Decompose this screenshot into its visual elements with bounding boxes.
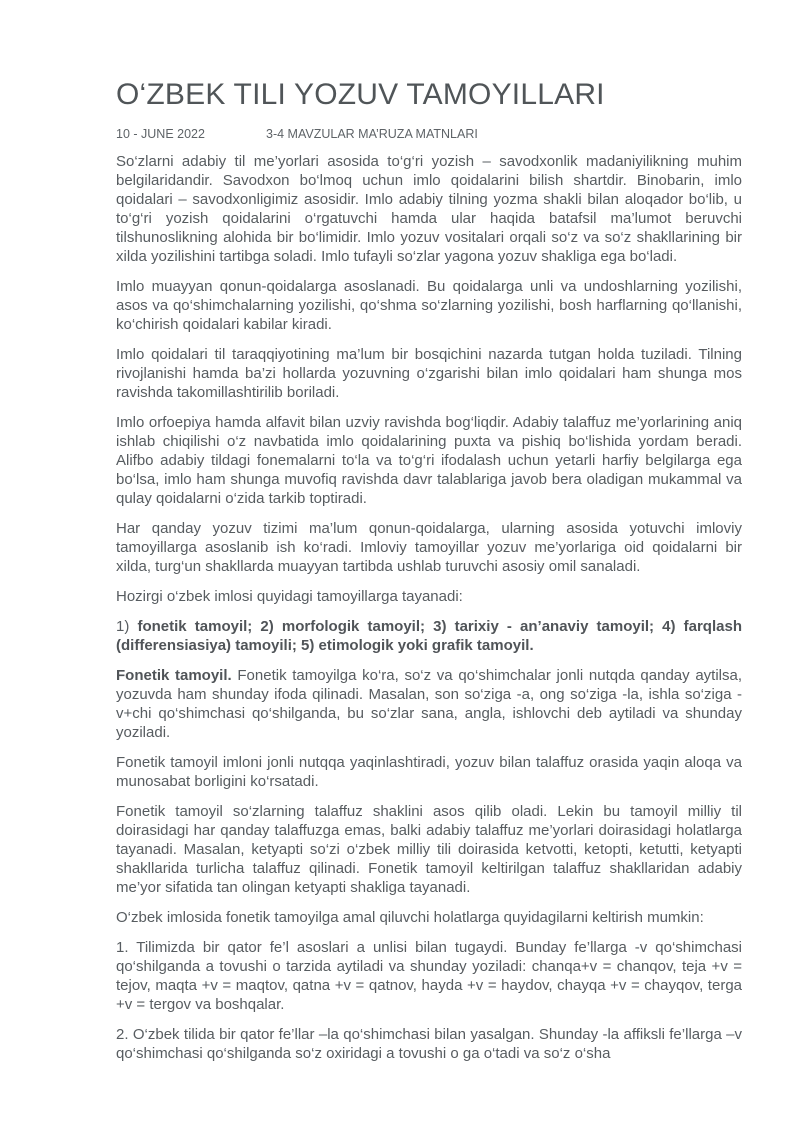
principles-list bbox=[116, 617, 742, 655]
principles-prefix: 1) bbox=[116, 618, 138, 635]
paragraph-2: Imlo muayyan qonun-qoidalarga asoslanadi. Bu qoidalarga unli va undoshlarning yozilishi, asos va qo‘shimchalarning yozilishi, qo‘shma so‘zlarning yozilishi, bosh harflarning qo‘llanishi, ko‘chirish qoidalari kabilar kiradi. bbox=[116, 278, 742, 333]
paragraph-13: 2. O‘zbek tilida bir qator fe’llar –la qo‘shimchasi bilan yasalgan. Shunday -la affiksli fe’llarga –v qo‘shimchasi qo‘shilganda so‘z oxiridagi a tovushi o ga o‘tadi va so‘z o‘sha bbox=[116, 1026, 742, 1062]
phonetic-text: Fonetik tamoyilga ko‘ra, so‘z va qo‘shimchalar jonli nutqda qanday aytilsa, yozuvda ham shunday ifoda qilinadi. Masalan, son so‘ziga -a, ong so‘ziga -la, ishla so‘ziga -v+chi qo‘shimchasi qo‘shilganda, bu so‘zlar sana, angla, ishlovchi deb aytiladi va shunday yoziladi. bbox=[116, 667, 743, 741]
document-meta bbox=[116, 126, 742, 142]
paragraph-1: So‘zlarni adabiy til me’yorlari asosida to‘g‘ri yozish – savodxonlik madaniyilikning muhim belgilaridandir. Savodxon bo‘lmoq uchun imlo qoidalarini bilish shartdir. Binobarin, imlo qoidalari – savodxonligimiz asosidir. Imlo adabiy tilning yozma shakli bilan aloqador bo‘lib, u to‘g‘ri yozish qoidalarini o‘rgatuvchi hamda ular haqida batafsil ma’lumot beruvchi tilshunoslikning alohida bir bo‘limidir. Imlo yozuv vositalari orqali so‘z va so‘z shakllarining bir xilda yozilishini tartibga soladi. Imlo tufayli so‘zlar yagona yozuv shakliga ega bo‘ladi. bbox=[116, 153, 742, 265]
document-title: O‘ZBEK TILI YOZUV TAMOYILLARI bbox=[116, 78, 605, 111]
paragraph-9: Fonetik tamoyil imloni jonli nutqqa yaqinlashtiradi, yozuv bilan talaffuz orasida yaqin aloqa va munosabat borligini ko‘rsatadi. bbox=[116, 754, 742, 790]
paragraph-3: Imlo qoidalari til taraqqiyotining ma’lum bir bosqichini nazarda tutgan holda tuziladi. Tilning rivojlanishi hamda ba’zi hollarda yozuvning o‘zgarishi bilan imlo qoidalari ham shunga mos ravishda takomillashtirilib boriladi. bbox=[116, 346, 742, 401]
paragraph-5: Har qanday yozuv tizimi ma’lum qonun-qoidalarga, ularning asosida yotuvchi imloviy tamoyillarga asoslanib ish ko‘radi. Imloviy tamoyillar yozuv me’yorlariga oid qoidalarni bir xilda, turg‘un shakllarda muayyan tartibda ushlab turuvchi asosiy omil sanaladi. bbox=[116, 520, 742, 575]
paragraph-phonetic bbox=[116, 666, 742, 742]
paragraph-12: 1. Tilimizda bir qator fe’l asoslari a unlisi bilan tugaydi. Bunday fe’llarga -v qo‘shimchasi qo‘shilganda a tovushi o tarzida aytiladi va shunday yoziladi: chanqa+v = chanqov, teja +v = tejov, maqta +v = maqtov, qatna +v = qatnov, hayda +v = haydov, chayqa +v = chayqov, terga +v = tergov va boshqalar. bbox=[116, 939, 742, 1013]
paragraph-11: O‘zbek imlosida fonetik tamoyilga amal qiluvchi holatlarga quyidagilarni keltirish mumkin: bbox=[116, 909, 704, 926]
principles-list-text: fonetik tamoyil; 2) morfologik tamoyil; 3) tarixiy - an’anaviy tamoyil; 4) farqlash (differensiasiya) tamoyili; 5) etimologik yoki grafik tamoyil. bbox=[116, 618, 742, 654]
document-subtitle: 3-4 MAVZULAR MA’RUZA MATNLARI bbox=[266, 127, 478, 141]
phonetic-heading: Fonetik tamoyil. bbox=[116, 667, 232, 684]
document-date: 10 - JUNE 2022 bbox=[116, 127, 205, 141]
paragraph-6: Hozirgi o‘zbek imlosi quyidagi tamoyillarga tayanadi: bbox=[116, 588, 463, 605]
paragraph-10: Fonetik tamoyil so‘zlarning talaffuz shaklini asos qilib oladi. Lekin bu tamoyil milliy til doirasidagi har qanday talaffuzga emas, balki adabiy talaffuz me’yorlari doirasidagi holatlarga tayanadi. Masalan, ketyapti so‘zi o‘zbek milliy tili doirasida ketvotti, ketopti, ketutti, ketyapti shakllarida turlicha talaffuz qilinadi. Fonetik tamoyil keltirilgan talaffuz shakllaridan adabiy me’yor sifatida tan olingan ketyapti shakliga tayanadi. bbox=[116, 803, 742, 896]
paragraph-4: Imlo orfoepiya hamda alfavit bilan uzviy ravishda bog‘liqdir. Adabiy talaffuz me’yorlarining aniq ishlab chiqilishi o‘z navbatida imlo qoidalarining puxta va pishiq bo‘lishida yordam beradi. Alifbo adabiy tildagi fonemalarni to‘la va to‘g‘ri ifodalash uchun yetarli harfiy belgilarga ega bo‘lsa, imlo ham shunga muvofiq ravishda davr talablariga javob bera oladigan mukammal va qulay qoidalarni o‘zida tarkib toptiradi. bbox=[116, 414, 742, 507]
